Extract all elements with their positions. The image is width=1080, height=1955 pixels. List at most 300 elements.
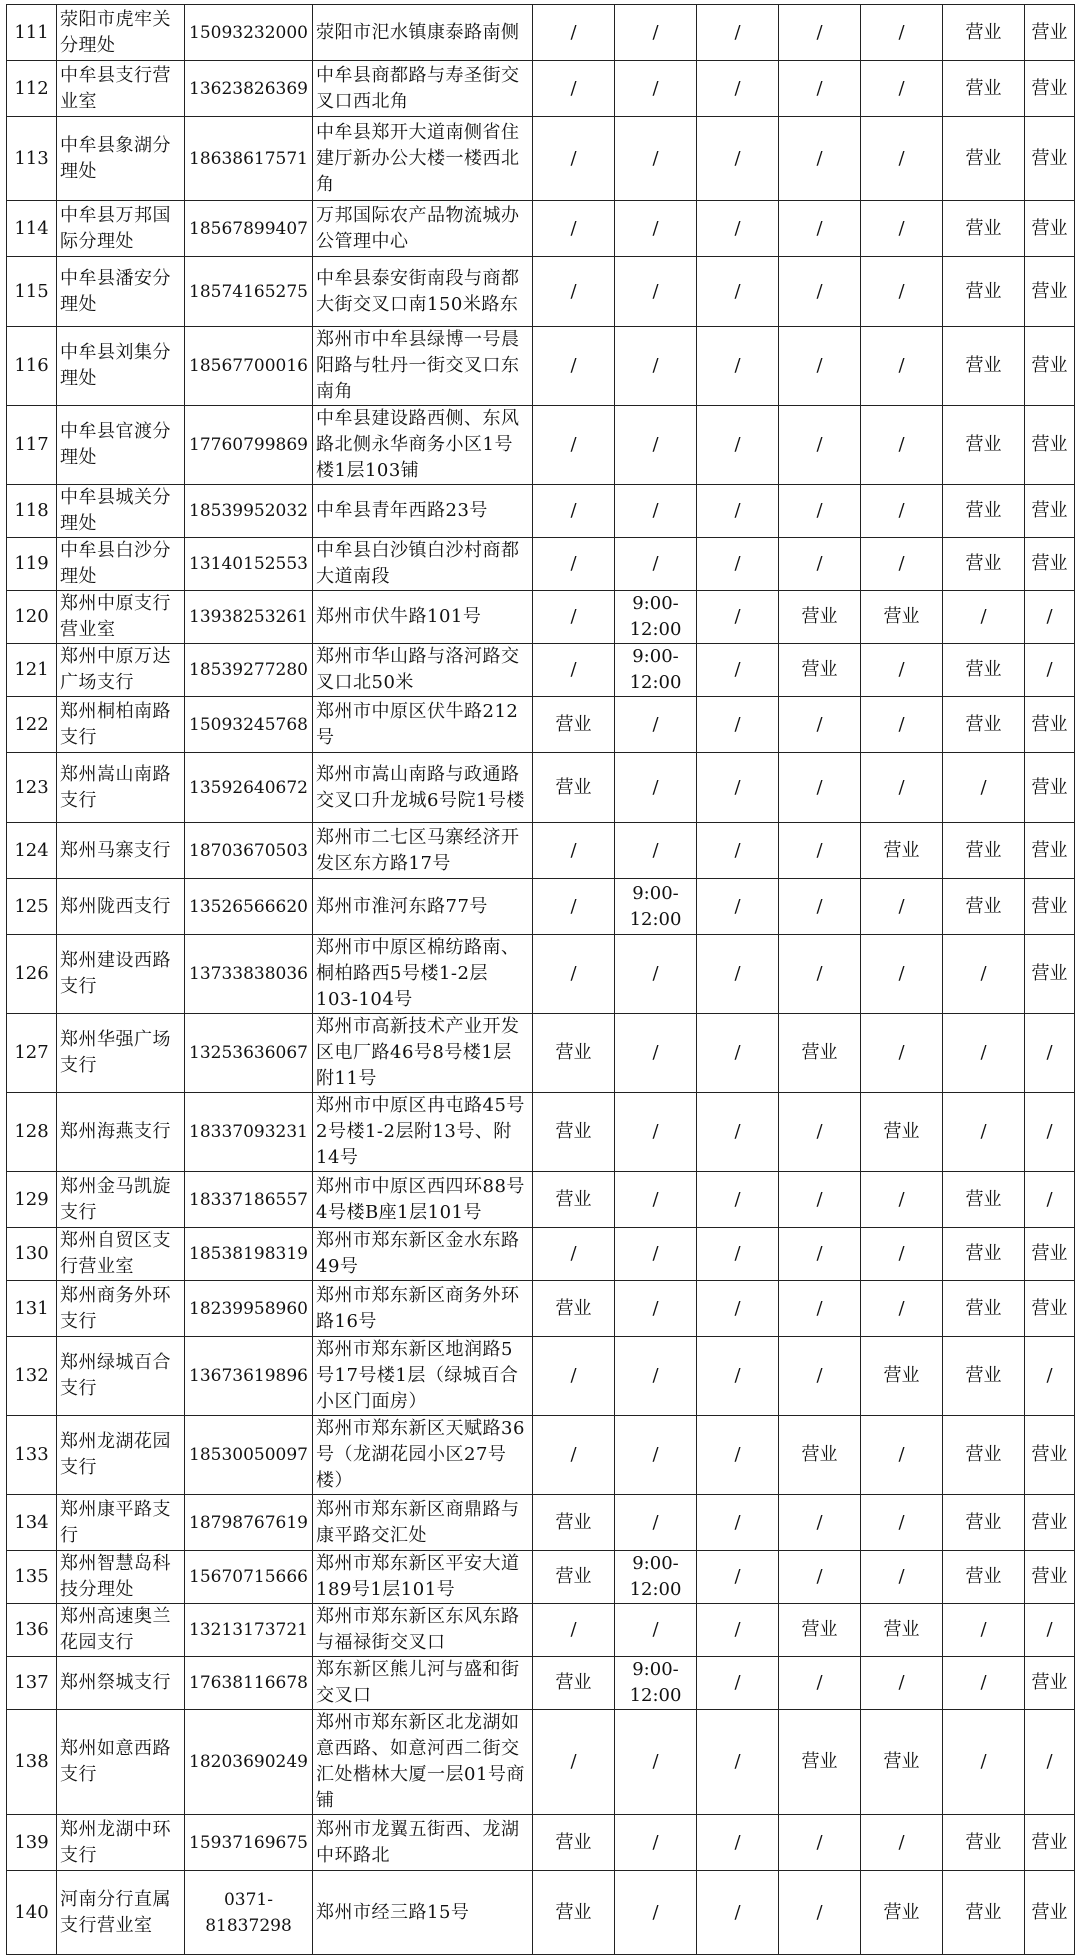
day-status-7: /	[1025, 1710, 1075, 1815]
branch-phone: 18574165275	[185, 257, 313, 327]
branch-address: 郑州市郑东新区平安大道189号1层101号	[313, 1551, 533, 1604]
branch-name: 中牟县刘集分理处	[57, 327, 185, 406]
day-status-7: 营业	[1025, 485, 1075, 538]
day-status-4: /	[779, 1172, 861, 1228]
branch-phone: 18703670503	[185, 823, 313, 879]
table-row	[7, 1337, 1075, 1416]
branch-address: 郑州市中原区棉纺路南、桐柏路西5号楼1-2层103-104号	[313, 935, 533, 1014]
table-row	[7, 591, 1075, 644]
day-status-2: /	[615, 1604, 697, 1657]
day-status-4: /	[779, 1551, 861, 1604]
day-status-5: /	[861, 327, 943, 406]
day-status-1: /	[533, 485, 615, 538]
day-status-3: /	[697, 538, 779, 591]
row-number: 131	[7, 1281, 57, 1337]
day-status-5: /	[861, 1416, 943, 1495]
row-number: 137	[7, 1657, 57, 1710]
branch-phone: 18567899407	[185, 201, 313, 257]
row-number: 124	[7, 823, 57, 879]
day-status-1: 营业	[533, 1093, 615, 1172]
day-status-4: /	[779, 1495, 861, 1551]
table-body	[7, 5, 1075, 1955]
branch-address: 郑州市高新技术产业开发区电厂路46号8号楼1层附11号	[313, 1014, 533, 1093]
day-status-2: /	[615, 823, 697, 879]
branch-phone: 18798767619	[185, 1495, 313, 1551]
day-status-3: /	[697, 1337, 779, 1416]
day-status-7: 营业	[1025, 1228, 1075, 1281]
day-status-2: /	[615, 1495, 697, 1551]
table-row	[7, 1815, 1075, 1871]
branch-name: 郑州金马凯旋支行	[57, 1172, 185, 1228]
day-status-7: 营业	[1025, 935, 1075, 1014]
branch-name: 郑州绿城百合支行	[57, 1337, 185, 1416]
day-status-1: /	[533, 406, 615, 485]
day-status-6: /	[943, 1093, 1025, 1172]
branch-address: 郑州市中原区西四环88号4号楼B座1层101号	[313, 1172, 533, 1228]
day-status-5: /	[861, 117, 943, 201]
day-status-3: /	[697, 1172, 779, 1228]
branch-address: 郑州市嵩山南路与政通路交叉口升龙城6号院1号楼	[313, 753, 533, 823]
branch-address: 荥阳市汜水镇康泰路南侧	[313, 5, 533, 61]
day-status-4: /	[779, 1337, 861, 1416]
day-status-2: /	[615, 1281, 697, 1337]
day-status-7: 营业	[1025, 1281, 1075, 1337]
row-number: 111	[7, 5, 57, 61]
day-status-3: /	[697, 591, 779, 644]
day-status-7: 营业	[1025, 406, 1075, 485]
day-status-3: /	[697, 406, 779, 485]
day-status-1: 营业	[533, 1495, 615, 1551]
day-status-1: 营业	[533, 1871, 615, 1955]
day-status-5: /	[861, 201, 943, 257]
day-status-5: /	[861, 879, 943, 935]
day-status-1: /	[533, 5, 615, 61]
branch-name: 郑州海燕支行	[57, 1093, 185, 1172]
day-status-5: 营业	[861, 1604, 943, 1657]
day-status-3: /	[697, 1014, 779, 1093]
day-status-1: /	[533, 61, 615, 117]
day-status-4: /	[779, 1871, 861, 1955]
day-status-7: /	[1025, 1337, 1075, 1416]
table-row	[7, 61, 1075, 117]
day-status-6: 营业	[943, 697, 1025, 753]
day-status-5: /	[861, 1014, 943, 1093]
day-status-6: 营业	[943, 201, 1025, 257]
day-status-5: /	[861, 1281, 943, 1337]
branch-phone: 18638617571	[185, 117, 313, 201]
day-status-5: /	[861, 1815, 943, 1871]
day-status-4: /	[779, 538, 861, 591]
day-status-5: /	[861, 753, 943, 823]
day-status-1: 营业	[533, 1551, 615, 1604]
branch-phone: 13213173721	[185, 1604, 313, 1657]
day-status-2: /	[615, 935, 697, 1014]
table-row	[7, 1657, 1075, 1710]
row-number: 118	[7, 485, 57, 538]
day-status-6: /	[943, 753, 1025, 823]
day-status-2: /	[615, 1172, 697, 1228]
row-number: 120	[7, 591, 57, 644]
day-status-6: /	[943, 1014, 1025, 1093]
day-status-3: /	[697, 1710, 779, 1815]
day-status-1: /	[533, 201, 615, 257]
branch-address: 郑州市中原区冉屯路45号2号楼1-2层附13号、附14号	[313, 1093, 533, 1172]
branch-address: 郑州市中牟县绿博一号晨阳路与牡丹一街交叉口东南角	[313, 327, 533, 406]
row-number: 140	[7, 1871, 57, 1955]
day-status-1: /	[533, 117, 615, 201]
day-status-1: 营业	[533, 753, 615, 823]
branch-name: 郑州桐柏南路支行	[57, 697, 185, 753]
branch-phone: 18567700016	[185, 327, 313, 406]
day-status-6: /	[943, 1604, 1025, 1657]
day-status-3: /	[697, 1815, 779, 1871]
day-status-3: /	[697, 1281, 779, 1337]
day-status-2: /	[615, 257, 697, 327]
table-row	[7, 1172, 1075, 1228]
branch-name: 郑州龙湖中环支行	[57, 1815, 185, 1871]
day-status-5: 营业	[861, 1093, 943, 1172]
day-status-1: /	[533, 327, 615, 406]
day-status-3: /	[697, 823, 779, 879]
row-number: 138	[7, 1710, 57, 1815]
day-status-2: /	[615, 485, 697, 538]
day-status-4: /	[779, 485, 861, 538]
day-status-6: /	[943, 591, 1025, 644]
day-status-2: /	[615, 753, 697, 823]
table-row	[7, 538, 1075, 591]
day-status-5: 营业	[861, 591, 943, 644]
branch-name: 郑州如意西路支行	[57, 1710, 185, 1815]
day-status-4: /	[779, 1815, 861, 1871]
day-status-4: /	[779, 201, 861, 257]
branch-address: 郑州市郑东新区天赋路36号（龙湖花园小区27号楼）	[313, 1416, 533, 1495]
day-status-5: /	[861, 485, 943, 538]
day-status-2: /	[615, 201, 697, 257]
day-status-6: 营业	[943, 1551, 1025, 1604]
day-status-7: /	[1025, 1172, 1075, 1228]
branch-name: 郑州龙湖花园支行	[57, 1416, 185, 1495]
day-status-2: /	[615, 1416, 697, 1495]
table-row	[7, 1551, 1075, 1604]
branch-name: 郑州自贸区支行营业室	[57, 1228, 185, 1281]
table-row	[7, 1014, 1075, 1093]
branch-address: 中牟县泰安街南段与商都大街交叉口南150米路东	[313, 257, 533, 327]
day-status-5: 营业	[861, 1871, 943, 1955]
day-status-5: /	[861, 5, 943, 61]
day-status-4: /	[779, 935, 861, 1014]
day-status-5: /	[861, 1495, 943, 1551]
row-number: 136	[7, 1604, 57, 1657]
day-status-3: /	[697, 117, 779, 201]
day-status-5: /	[861, 935, 943, 1014]
day-status-6: 营业	[943, 1228, 1025, 1281]
day-status-6: 营业	[943, 117, 1025, 201]
branch-phone: 15093232000	[185, 5, 313, 61]
day-status-4: /	[779, 1657, 861, 1710]
day-status-3: /	[697, 1093, 779, 1172]
day-status-5: 营业	[861, 823, 943, 879]
day-status-7: 营业	[1025, 1495, 1075, 1551]
day-status-7: 营业	[1025, 117, 1075, 201]
day-status-6: 营业	[943, 1815, 1025, 1871]
row-number: 126	[7, 935, 57, 1014]
row-number: 116	[7, 327, 57, 406]
day-status-2: /	[615, 1228, 697, 1281]
day-status-6: /	[943, 1710, 1025, 1815]
table-row	[7, 644, 1075, 697]
day-status-7: /	[1025, 1014, 1075, 1093]
branch-phone: 15937169675	[185, 1815, 313, 1871]
day-status-5: /	[861, 406, 943, 485]
row-number: 115	[7, 257, 57, 327]
day-status-7: 营业	[1025, 201, 1075, 257]
table-row	[7, 257, 1075, 327]
row-number: 113	[7, 117, 57, 201]
table-row	[7, 406, 1075, 485]
day-status-7: 营业	[1025, 327, 1075, 406]
day-status-7: 营业	[1025, 61, 1075, 117]
branch-phone: 18337186557	[185, 1172, 313, 1228]
day-status-3: /	[697, 61, 779, 117]
day-status-1: /	[533, 538, 615, 591]
branch-address: 郑州市中原区伏牛路212号	[313, 697, 533, 753]
day-status-7: 营业	[1025, 753, 1075, 823]
table-row	[7, 879, 1075, 935]
day-status-5: /	[861, 697, 943, 753]
table-row	[7, 697, 1075, 753]
day-status-6: /	[943, 1657, 1025, 1710]
row-number: 114	[7, 201, 57, 257]
day-status-7: /	[1025, 1093, 1075, 1172]
day-status-4: 营业	[779, 1014, 861, 1093]
row-number: 134	[7, 1495, 57, 1551]
day-status-7: 营业	[1025, 1657, 1075, 1710]
day-status-4: 营业	[779, 591, 861, 644]
day-status-2: /	[615, 1014, 697, 1093]
table-row	[7, 5, 1075, 61]
day-status-4: /	[779, 406, 861, 485]
day-status-3: /	[697, 1495, 779, 1551]
branch-name: 中牟县支行营业室	[57, 61, 185, 117]
branch-address: 郑州市二七区马寨经济开发区东方路17号	[313, 823, 533, 879]
branch-address: 郑州市淮河东路77号	[313, 879, 533, 935]
branch-address: 郑东新区熊儿河与盛和街交叉口	[313, 1657, 533, 1710]
day-status-1: /	[533, 1604, 615, 1657]
day-status-6: 营业	[943, 1871, 1025, 1955]
day-status-6: 营业	[943, 5, 1025, 61]
branch-address: 郑州市郑东新区东风东路与福禄街交叉口	[313, 1604, 533, 1657]
branch-name: 中牟县万邦国际分理处	[57, 201, 185, 257]
day-status-7: 营业	[1025, 5, 1075, 61]
day-status-2: 9:00-12:00	[615, 879, 697, 935]
day-status-4: /	[779, 327, 861, 406]
branch-name: 郑州中原万达广场支行	[57, 644, 185, 697]
day-status-2: 9:00-12:00	[615, 644, 697, 697]
day-status-4: /	[779, 1281, 861, 1337]
day-status-7: 营业	[1025, 257, 1075, 327]
day-status-1: /	[533, 644, 615, 697]
branch-name: 郑州中原支行营业室	[57, 591, 185, 644]
branch-hours-table	[6, 4, 1075, 1955]
day-status-6: 营业	[943, 1281, 1025, 1337]
branch-address: 郑州市郑东新区金水东路49号	[313, 1228, 533, 1281]
row-number: 139	[7, 1815, 57, 1871]
day-status-7: /	[1025, 1604, 1075, 1657]
day-status-4: /	[779, 117, 861, 201]
row-number: 121	[7, 644, 57, 697]
day-status-2: /	[615, 61, 697, 117]
table-row	[7, 935, 1075, 1014]
table-row	[7, 1093, 1075, 1172]
row-number: 123	[7, 753, 57, 823]
day-status-2: 9:00-12:00	[615, 1657, 697, 1710]
branch-phone: 13733838036	[185, 935, 313, 1014]
day-status-4: /	[779, 879, 861, 935]
day-status-4: /	[779, 697, 861, 753]
day-status-5: 营业	[861, 1710, 943, 1815]
day-status-3: /	[697, 753, 779, 823]
day-status-7: 营业	[1025, 697, 1075, 753]
row-number: 132	[7, 1337, 57, 1416]
branch-name: 中牟县潘安分理处	[57, 257, 185, 327]
day-status-2: /	[615, 406, 697, 485]
branch-address: 郑州市伏牛路101号	[313, 591, 533, 644]
day-status-2: /	[615, 1815, 697, 1871]
day-status-6: 营业	[943, 538, 1025, 591]
row-number: 129	[7, 1172, 57, 1228]
branch-name: 河南分行直属支行营业室	[57, 1871, 185, 1955]
day-status-5: /	[861, 61, 943, 117]
branch-phone: 18203690249	[185, 1710, 313, 1815]
day-status-4: 营业	[779, 1604, 861, 1657]
table-row	[7, 1710, 1075, 1815]
day-status-6: 营业	[943, 61, 1025, 117]
day-status-2: 9:00-12:00	[615, 591, 697, 644]
day-status-4: 营业	[779, 1416, 861, 1495]
branch-phone: 18539952032	[185, 485, 313, 538]
day-status-7: 营业	[1025, 538, 1075, 591]
branch-name: 郑州康平路支行	[57, 1495, 185, 1551]
branch-phone: 13623826369	[185, 61, 313, 117]
table-row	[7, 327, 1075, 406]
day-status-5: 营业	[861, 1337, 943, 1416]
branch-address: 郑州市华山路与洛河路交叉口北50米	[313, 644, 533, 697]
day-status-5: /	[861, 1551, 943, 1604]
day-status-5: /	[861, 1228, 943, 1281]
day-status-6: 营业	[943, 823, 1025, 879]
table-row	[7, 1604, 1075, 1657]
day-status-4: /	[779, 1093, 861, 1172]
table-row	[7, 823, 1075, 879]
day-status-6: 营业	[943, 644, 1025, 697]
day-status-6: 营业	[943, 879, 1025, 935]
day-status-3: /	[697, 1416, 779, 1495]
day-status-2: /	[615, 1093, 697, 1172]
branch-name: 郑州建设西路支行	[57, 935, 185, 1014]
day-status-2: 9:00-12:00	[615, 1551, 697, 1604]
day-status-1: 营业	[533, 1172, 615, 1228]
table-row	[7, 753, 1075, 823]
branch-phone: 15670715666	[185, 1551, 313, 1604]
day-status-2: /	[615, 117, 697, 201]
branch-address: 中牟县白沙镇白沙村商都大道南段	[313, 538, 533, 591]
day-status-7: 营业	[1025, 879, 1075, 935]
day-status-7: /	[1025, 644, 1075, 697]
branch-phone: 18337093231	[185, 1093, 313, 1172]
branch-phone: 17760799869	[185, 406, 313, 485]
day-status-3: /	[697, 1657, 779, 1710]
day-status-6: 营业	[943, 1337, 1025, 1416]
branch-address: 郑州市郑东新区北龙湖如意西路、如意河西二街交汇处楷林大厦一层01号商铺	[313, 1710, 533, 1815]
branch-name: 郑州高速奥兰花园支行	[57, 1604, 185, 1657]
branch-name: 中牟县城关分理处	[57, 485, 185, 538]
day-status-3: /	[697, 327, 779, 406]
row-number: 112	[7, 61, 57, 117]
day-status-4: /	[779, 1228, 861, 1281]
day-status-4: /	[779, 753, 861, 823]
branch-name: 郑州陇西支行	[57, 879, 185, 935]
row-number: 125	[7, 879, 57, 935]
row-number: 127	[7, 1014, 57, 1093]
day-status-7: 营业	[1025, 1551, 1075, 1604]
branch-name: 郑州智慧岛科技分理处	[57, 1551, 185, 1604]
branch-name: 中牟县官渡分理处	[57, 406, 185, 485]
branch-phone: 0371-81837298	[185, 1871, 313, 1955]
day-status-1: 营业	[533, 1657, 615, 1710]
day-status-1: /	[533, 935, 615, 1014]
branch-phone: 18239958960	[185, 1281, 313, 1337]
branch-address: 中牟县商都路与寿圣街交叉口西北角	[313, 61, 533, 117]
day-status-1: /	[533, 823, 615, 879]
branch-address: 郑州市郑东新区商鼎路与康平路交汇处	[313, 1495, 533, 1551]
branch-phone: 13253636067	[185, 1014, 313, 1093]
day-status-2: /	[615, 538, 697, 591]
day-status-3: /	[697, 879, 779, 935]
branch-name: 郑州马寨支行	[57, 823, 185, 879]
day-status-7: 营业	[1025, 1815, 1075, 1871]
day-status-3: /	[697, 1604, 779, 1657]
branch-name: 郑州祭城支行	[57, 1657, 185, 1710]
branch-phone: 13140152553	[185, 538, 313, 591]
day-status-4: /	[779, 257, 861, 327]
day-status-6: 营业	[943, 1495, 1025, 1551]
day-status-7: 营业	[1025, 1871, 1075, 1955]
day-status-6: /	[943, 935, 1025, 1014]
day-status-3: /	[697, 1228, 779, 1281]
branch-phone: 13938253261	[185, 591, 313, 644]
table-row	[7, 1871, 1075, 1955]
day-status-1: /	[533, 879, 615, 935]
branch-phone: 18538198319	[185, 1228, 313, 1281]
day-status-3: /	[697, 257, 779, 327]
day-status-2: /	[615, 697, 697, 753]
day-status-3: /	[697, 935, 779, 1014]
day-status-3: /	[697, 1551, 779, 1604]
day-status-4: /	[779, 5, 861, 61]
row-number: 133	[7, 1416, 57, 1495]
day-status-2: /	[615, 327, 697, 406]
branch-name: 中牟县象湖分理处	[57, 117, 185, 201]
table-row	[7, 117, 1075, 201]
branch-address: 中牟县青年西路23号	[313, 485, 533, 538]
day-status-4: /	[779, 823, 861, 879]
day-status-4: 营业	[779, 644, 861, 697]
day-status-1: 营业	[533, 1815, 615, 1871]
branch-address: 中牟县建设路西侧、东风路北侧永华商务小区1号楼1层103铺	[313, 406, 533, 485]
day-status-6: 营业	[943, 485, 1025, 538]
row-number: 117	[7, 406, 57, 485]
day-status-5: /	[861, 538, 943, 591]
